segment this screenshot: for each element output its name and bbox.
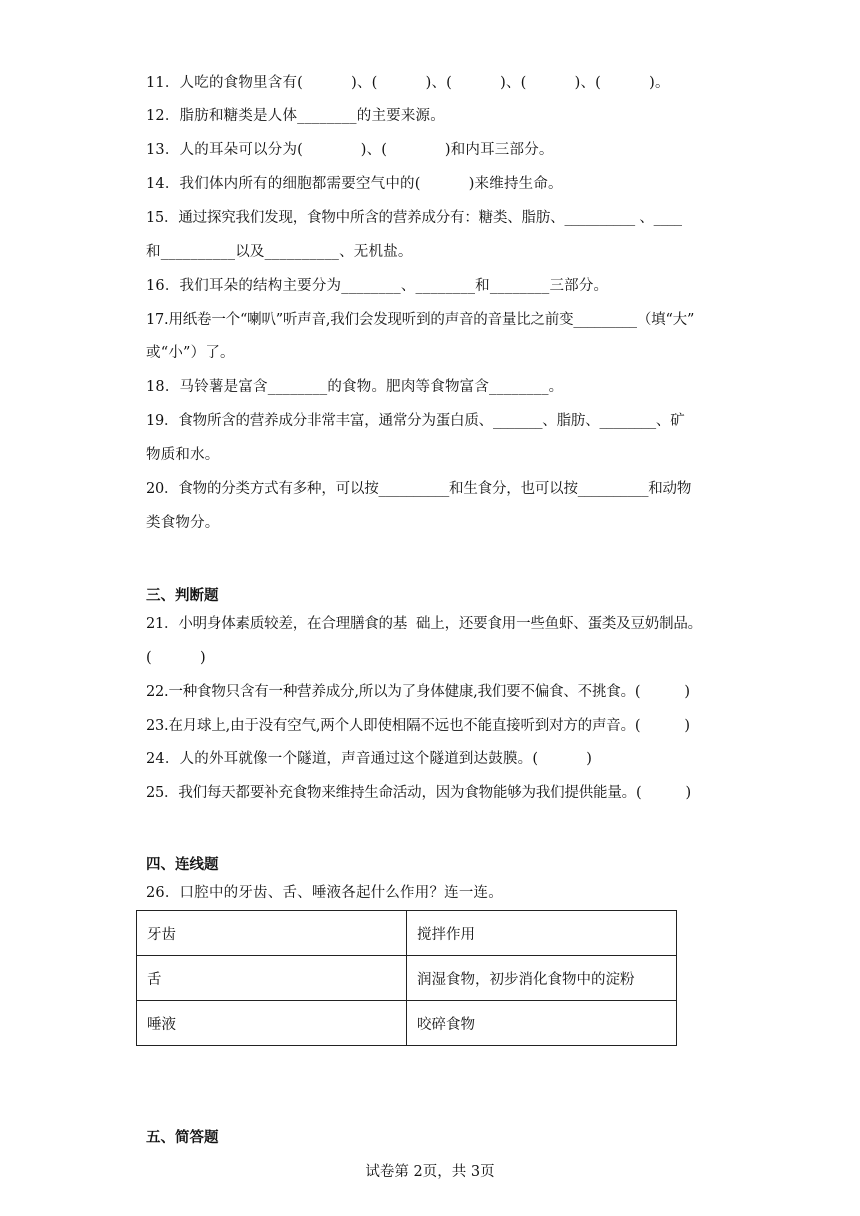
question-20-line-2: 类食物分。 [146, 515, 220, 531]
question-25: 25．我们每天都要补充食物来维持生命活动，因为食物能够为我们提供能量。( ) [146, 785, 691, 801]
match-right-cell: 润湿食物，初步消化食物中的淀粉 [407, 956, 677, 1001]
question-23: 23.在月球上,由于没有空气,两个人即使相隔不远也不能直接听到对方的声音。( ) [146, 718, 690, 734]
match-right-cell: 咬碎食物 [407, 1001, 677, 1046]
question-16: 16．我们耳朵的结构主要分为________、________和________三部分。 [146, 278, 609, 294]
question-11: 11．人吃的食物里含有( )、( )、( )、( )、( )。 [146, 75, 670, 91]
table-row [137, 1001, 677, 1046]
page-footer: 试卷第 2页，共 3页 [365, 1164, 495, 1180]
question-24: 24．人的外耳就像一个隧道，声音通过这个隧道到达鼓膜。( ) [146, 751, 593, 767]
question-14: 14．我们体内所有的细胞都需要空气中的( )来维持生命。 [146, 176, 563, 192]
question-17-line-1: 17.用纸卷一个“喇叭”听声音,我们会发现听到的声音的音量比之前变_________（填“大” [146, 312, 695, 328]
question-21-answer-bracket: ( ) [146, 650, 206, 666]
match-left-cell: 唾液 [137, 1001, 407, 1046]
table-row [137, 956, 677, 1001]
question-18: 18．马铃薯是富含________的食物。肥肉等食物富含________。 [146, 379, 564, 395]
question-21-line-1: 21．小明身体素质较差，在合理膳食的基 础上，还要食用一些鱼虾、蛋类及豆奶制品。 [146, 616, 702, 632]
question-19-line-1: 19．食物所含的营养成分非常丰富，通常分为蛋白质、_______、脂肪、________、矿 [146, 413, 685, 429]
section-4-title: 四、连线题 [146, 857, 219, 873]
question-26: 26．口腔中的牙齿、舌、唾液各起什么作用？连一连。 [146, 885, 503, 901]
table-row [137, 911, 677, 956]
question-15-line-1: 15．通过探究我们发现，食物中所含的营养成分有：糖类、脂肪、__________ 、____ [146, 210, 682, 226]
question-17-line-2: 或“小”）了。 [146, 345, 235, 361]
question-19-line-2: 物质和水。 [146, 447, 220, 463]
match-left-cell: 牙齿 [137, 911, 407, 956]
section-5-title: 五、简答题 [146, 1130, 219, 1146]
question-13: 13．人的耳朵可以分为( )、( )和内耳三部分。 [146, 142, 554, 158]
matching-table [136, 910, 677, 1046]
question-20-line-1: 20．食物的分类方式有多种，可以按__________和生食分，也可以按__________和动物 [146, 481, 692, 497]
section-3-title: 三、判断题 [146, 588, 219, 604]
match-right-cell: 搅拌作用 [407, 911, 677, 956]
question-12: 12．脂肪和糖类是人体________的主要来源。 [146, 108, 445, 124]
question-15-line-2: 和__________以及__________、无机盐。 [146, 244, 413, 260]
match-left-cell: 舌 [137, 956, 407, 1001]
question-22: 22.一种食物只含有一种营养成分,所以为了身体健康,我们要不偏食、不挑食。( ) [146, 684, 690, 700]
